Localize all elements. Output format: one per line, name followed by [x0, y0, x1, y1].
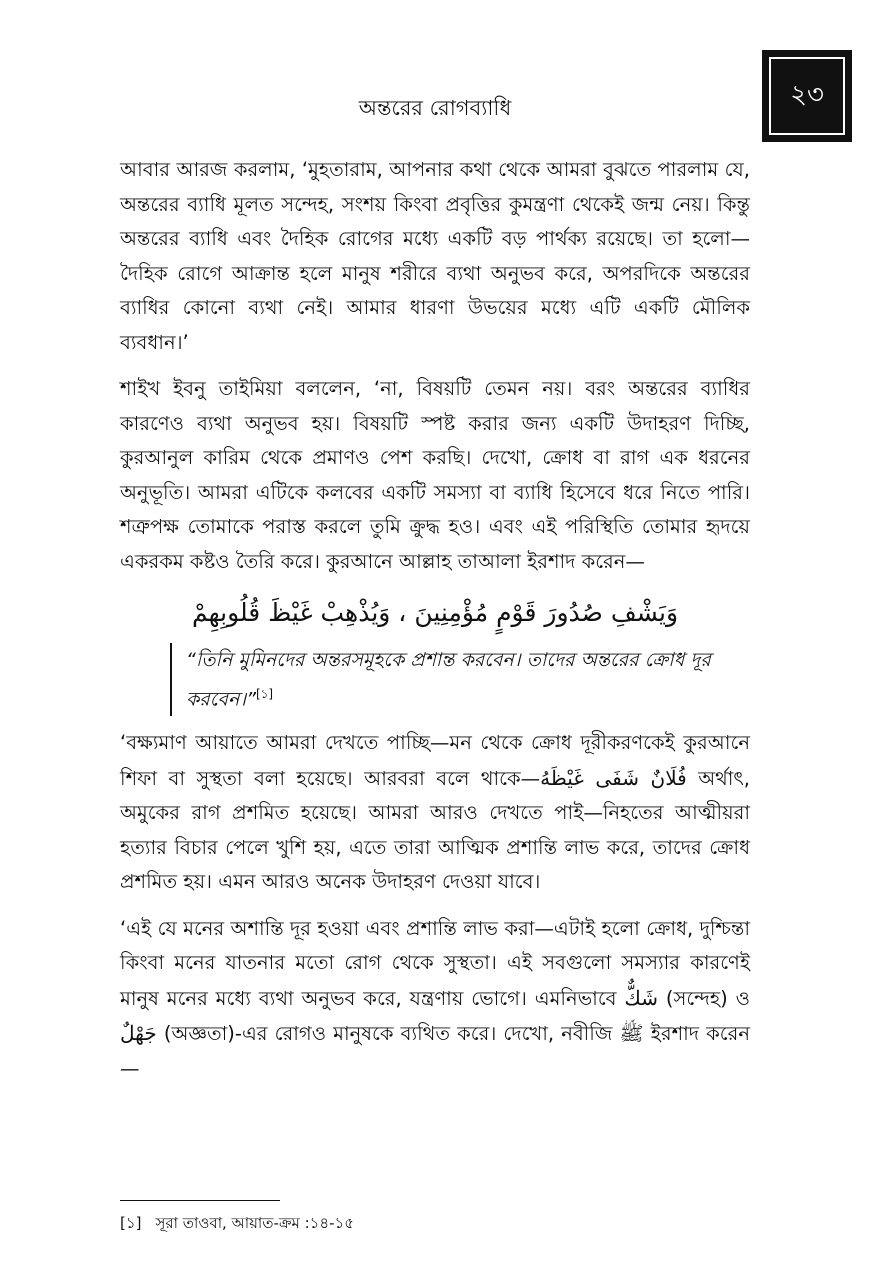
salawat-icon: ﷺ — [619, 1021, 644, 1046]
arabic-phrase: فُلَانٌ شَفَى غَيْظَهُ — [540, 765, 687, 790]
paragraph-1: আবার আরজ করলাম, ‘মুহতারাম, আপনার কথা থেকে আমরা বুঝতে পারলাম যে, অন্তরের ব্যাধি মূলত সন্দেহ, সংশয় কিংবা প্রবৃত্তির কুমন্ত্রণা থেকেই জন্ম নেয়। কিন্তু অন্তরের ব্যাধি এবং দৈহিক রোগের মধ্যে একটি বড় পার্থক্য রয়েছে। তা হলো—দৈহিক রোগে আক্রান্ত হলে মানুষ শরীরে ব্যথা অনুভব করে, অপরদিকে অন্তরের ব্যাধির কোনো ব্যথা নেই। আমার ধারণা উভয়ের মধ্যে এটি একটি মৌলিক ব্যবধান।’ — [120, 158, 750, 354]
verse-translation-quote — [170, 643, 750, 716]
quote-text: “তিনি মুমিনদের অন্তরসমূহকে প্রশান্ত করবেন। তাদের অন্তরের ক্রোধ দূর করবেন।” — [186, 649, 711, 711]
paragraph-4-middle: (সন্দেহ) ও — [658, 986, 751, 1010]
paragraph-2: শাইখ ইবনু তাইমিয়া বললেন, ‘না, বিষয়টি তেমন নয়। বরং অন্তরের ব্যাধির কারণেও ব্যথা অনুভব হয়। বিষয়টি স্পষ্ট করার জন্য একটি উদাহরণ দিচ্ছি, কুরআনুল কারিম থেকে প্রমাণও পেশ করছি। দেখো, ক্রোধ বা রাগ এক ধরনের অনুভূতি। আমরা এটিকে কলবের একটি সমস্যা বা ব্যাধি হিসেবে ধরে নিতে পারি। শত্রুপক্ষ তোমাকে পরাস্ত করলে তুমি ক্রুদ্ধ হও। এবং এই পরিস্থিতি তোমার হৃদয়ে একরকম কষ্টও তৈরি করে। কুরআনে আল্লাহ তাআলা ইরশাদ করেন— — [120, 377, 750, 573]
quran-verse-arabic: وَيَشْفِ صُدُورَ قَوْمٍ مُؤْمِنِينَ ، وَيُذْهِبْ غَيْظَ قُلُوبِهِمْ — [191, 598, 679, 627]
arabic-word-jahl: جَهْلٌ — [120, 1021, 157, 1046]
footnote-marker: [১] — [255, 687, 274, 701]
paragraph-3-start: ‘বক্ষ্যমাণ আয়াতে আমরা দেখতে পাচ্ছি—মন থেকে ক্রোধ দূরীকরণকেই কুরআনে শিফা বা সুস্থতা বলা হয়েছে। আরবরা বলে থাকে— — [120, 731, 750, 790]
paragraph-4-start: ‘এই যে মনের অশান্তি দূর হওয়া এবং প্রশান্তি লাভ করা—এটাই হলো ক্রোধ, দুশ্চিন্তা কিংবা মনের যাতনার মতো রোগ থেকে সুস্থতা। এই সবগুলো সমস্যার কারণেই মানুষ মনের মধ্যে ব্যথা অনুভব করে, যন্ত্রণায় ভোগে। এমনিভাবে — [120, 916, 750, 1010]
arabic-word-shakk: شَكٌّ — [624, 985, 659, 1010]
paragraph-4-end: ইরশাদ করেন— — [120, 1022, 750, 1080]
page-number-box — [762, 50, 852, 142]
footnote-number: [১] — [120, 1214, 142, 1232]
paragraph-4-continued: (অজ্ঞতা)-এর রোগও মানুষকে ব্যথিত করে। দেখো, নবীজি — [156, 1022, 620, 1046]
footnote-text: সূরা তাওবা, আয়াত-ক্রম :১৪-১৫ — [155, 1214, 354, 1232]
running-header: অন্তরের রোগব্যাধি — [358, 96, 512, 120]
paragraph-3 — [120, 726, 750, 900]
paragraph-3-end: অর্থাৎ, অমুকের রাগ প্রশমিত হয়েছে। আমরা আরও দেখতে পাই—নিহতের আত্মীয়রা হত্যার বিচার পেলে খুশি হয়, এতে তারা আত্মিক প্রশান্তি লাভ করে, তাদের ক্রোধ প্রশমিত হয়। এমন আরও অনেক উদাহরণ দেওয়া যাবে। — [120, 766, 750, 894]
page-number: ২৩ — [769, 57, 845, 135]
body-text — [120, 153, 750, 1098]
footnote — [120, 1212, 750, 1237]
footnote-divider — [120, 1200, 280, 1201]
paragraph-4 — [120, 912, 750, 1087]
